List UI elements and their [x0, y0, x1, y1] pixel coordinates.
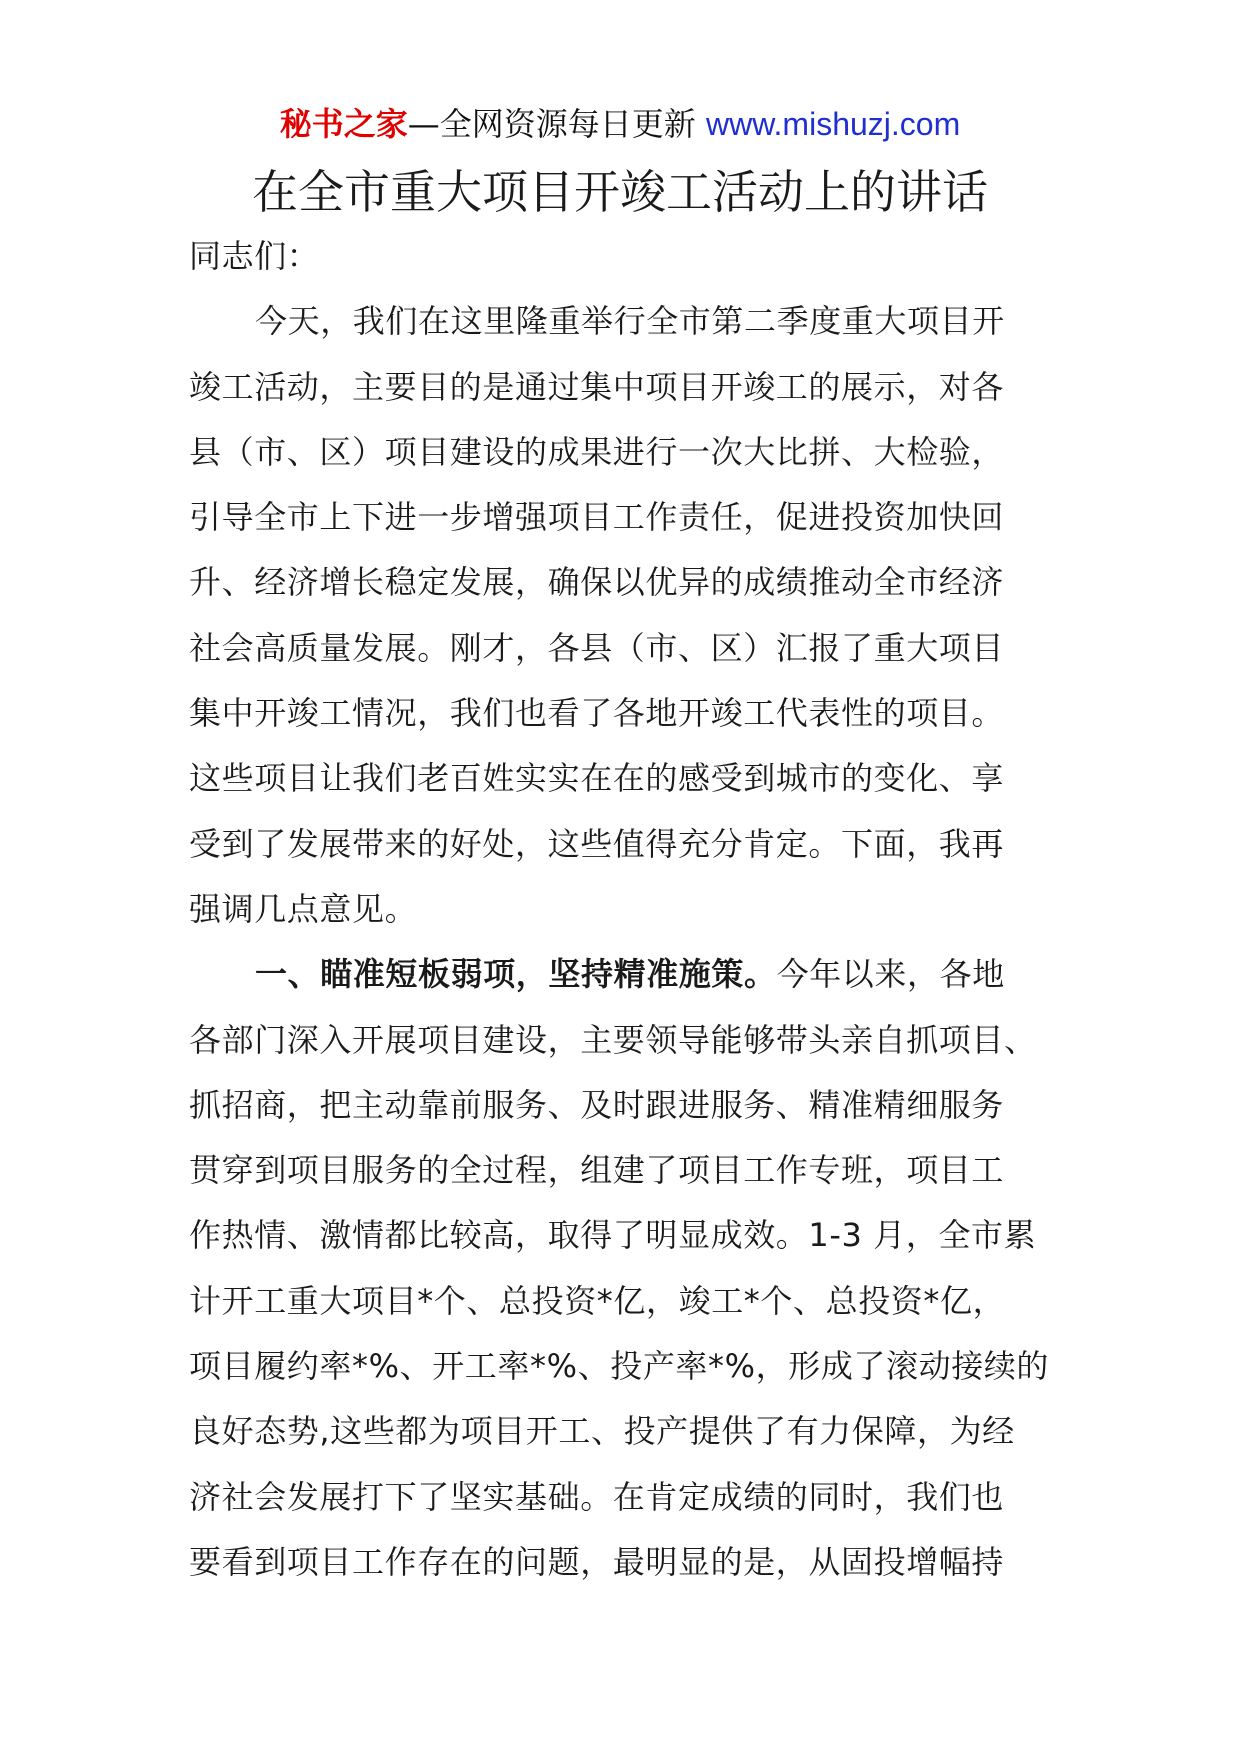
body-line: 社会高质量发展。刚才，各县（市、区）汇报了重大项目 — [189, 628, 1005, 667]
document-body — [189, 228, 1059, 1599]
section-1-first-rest: 今年以来，各地 — [776, 955, 1005, 994]
body-line: 济社会发展打下了坚实基础。在肯定成绩的同时，我们也 — [189, 1477, 1005, 1516]
body-line: 引导全市上下进一步增强项目工作责任，促进投资加快回 — [189, 498, 1005, 537]
body-line: 抓招商，把主动靠前服务、及时跟进服务、精准精细服务 — [189, 1085, 1005, 1124]
salutation: 同志们： — [189, 237, 320, 275]
site-header — [0, 100, 1240, 148]
body-line: 今天，我们在这里隆重举行全市第二季度重大项目开 — [255, 302, 1005, 341]
body-line: 受到了发展带来的好处，这些值得充分肯定。下面，我再 — [189, 824, 1005, 863]
header-slogan: —全网资源每日更新 — [407, 105, 696, 143]
body-line: 县（市、区）项目建设的成果进行一次大比拼、大检验， — [189, 432, 1005, 471]
brand-name: 秘书之家 — [279, 105, 408, 143]
body-line: 贯穿到项目服务的全过程，组建了项目工作专班，项目工 — [189, 1151, 1005, 1190]
body-line: 计开工重大项目*个、总投资*亿，竣工*个、总投资*亿， — [189, 1281, 1006, 1320]
body-line: 良好态势,这些都为项目开工、投产提供了有力保障，为经 — [189, 1412, 1015, 1451]
body-line: 各部门深入开展项目建设，主要领导能够带头亲自抓项目、 — [189, 1020, 1037, 1059]
site-url-link[interactable]: www.mishuzj.com — [705, 106, 961, 142]
section-1-heading: 一、瞄准短板弱项，坚持精准施策。 — [255, 955, 777, 994]
body-line: 作热情、激情都比较高，取得了明显成效。1-3 月，全市累 — [189, 1216, 1037, 1255]
document-title: 在全市重大项目开竣工活动上的讲话 — [252, 165, 988, 219]
body-line: 项目履约率*%、开工率*%、投产率*%，形成了滚动接续的 — [189, 1347, 1050, 1386]
body-line: 要看到项目工作存在的问题，最明显的是，从固投增幅持 — [189, 1542, 1005, 1581]
body-line: 强调几点意见。 — [189, 889, 418, 928]
body-line: 竣工活动，主要目的是通过集中项目开竣工的展示，对各 — [189, 367, 1005, 406]
body-line: 升、经济增长稳定发展，确保以优异的成绩推动全市经济 — [189, 563, 1005, 602]
section-1-first-line — [189, 946, 1059, 1011]
body-line: 集中开竣工情况，我们也看了各地开竣工代表性的项目。 — [189, 694, 1005, 733]
body-line: 这些项目让我们老百姓实实在在的感受到城市的变化、享 — [189, 759, 1005, 798]
